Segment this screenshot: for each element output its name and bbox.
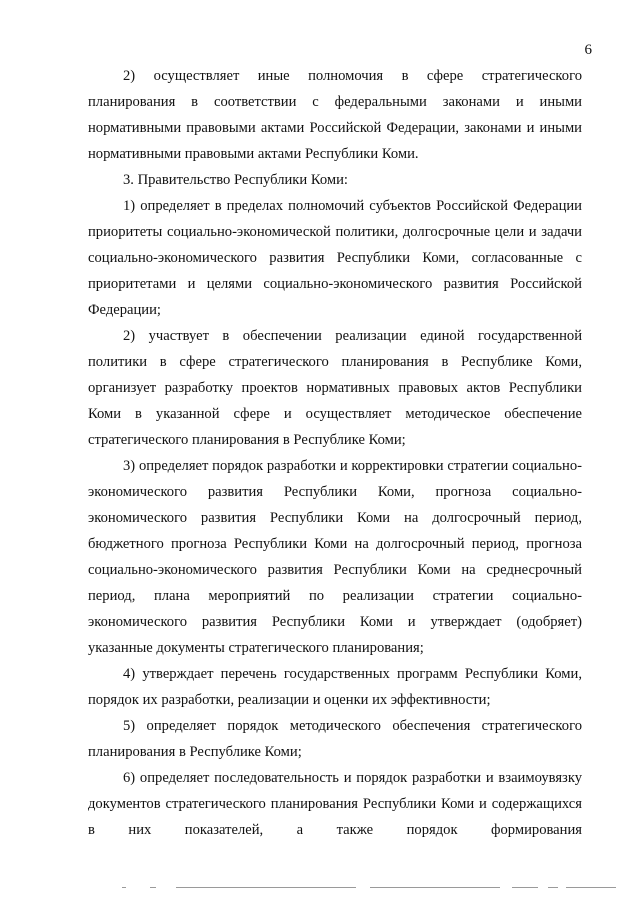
- document-body: [88, 63, 582, 843]
- paragraph-item-4-programs: 4) утверждает перечень государственных программ Республики Коми, порядок их разработки, реализации и оценки их эффективности;: [88, 666, 582, 708]
- paragraph-item-3-strategy: 3) определяет порядок разработки и корректировки стратегии социально-экономического развития Республики Коми, прогноза социально-экономического развития Республики Коми на долгосрочный период, бюджетного прогноза Республики Коми на долгосрочный период, прогноза социально-экономического развития Республики Коми на среднесрочный период, плана мероприятий по реализации стратегии социально-экономического развития Республики Коми и утверждает (одобряет) указанные документы стратегического планирования;: [88, 458, 582, 656]
- paragraph-item-2-powers: 2) осуществляет иные полномочия в сфере стратегического планирования в соответствии с федеральными законами и иными нормативными правовыми актами Российской Федерации, законами и иными нормативными правовыми актами Республики Коми.: [88, 68, 582, 162]
- scan-edge-marks: [0, 884, 640, 892]
- paragraph-item-2-policy: 2) участвует в обеспечении реализации единой государственной политики в сфере стратегического планирования в Республике Коми, организует разработку проектов нормативных правовых актов Республики Коми в указанной сфере и осуществляет методическое обеспечение стратегического планирования в Республике Коми;: [88, 328, 582, 448]
- page-number: 6: [584, 42, 592, 58]
- paragraph-item-1-priorities: 1) определяет в пределах полномочий субъектов Российской Федерации приоритеты социально-экономической политики, долгосрочные цели и задачи социально-экономического развития Республики Коми, согласованные с приоритетами и целями социально-экономического развития Российской Федерации;: [88, 198, 582, 318]
- paragraph-section-3-heading: 3. Правительство Республики Коми:: [123, 172, 348, 188]
- paragraph-item-5-methodology: 5) определяет порядок методического обеспечения стратегического планирования в Республике Коми;: [88, 718, 582, 760]
- paragraph-item-6-sequence: 6) определяет последовательность и порядок разработки и взаимоувязку документов стратегического планирования Республики Коми и содержащихся в них показателей, а также порядок формирования: [88, 770, 582, 838]
